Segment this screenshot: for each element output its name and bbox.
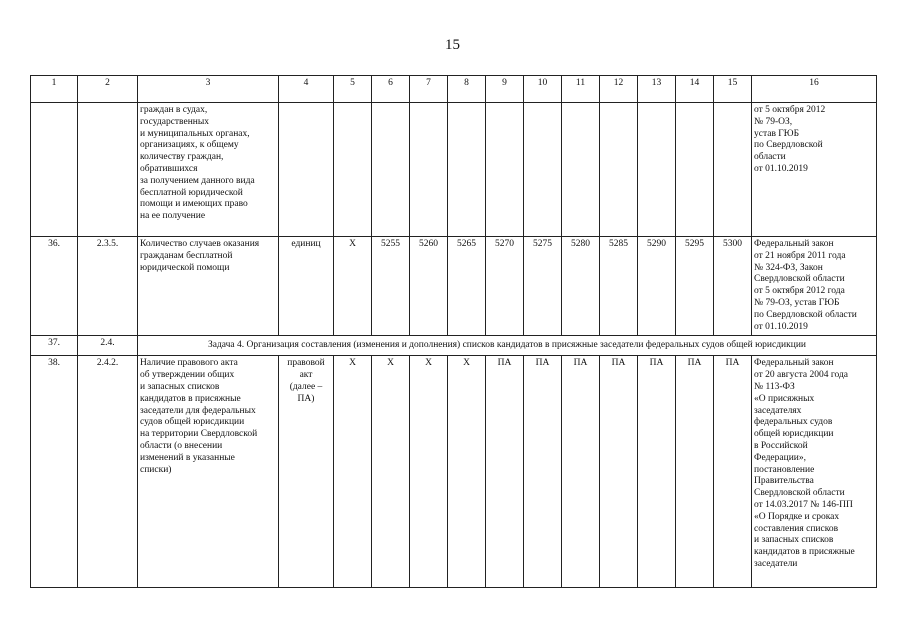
- unit: единиц: [279, 237, 334, 336]
- column-number: 7: [410, 76, 448, 103]
- unit: правовой акт (далее – ПА): [279, 356, 334, 588]
- row-code: 2.3.5.: [78, 237, 138, 336]
- value-cell: ПА: [638, 356, 676, 588]
- column-number: 3: [138, 76, 279, 103]
- column-number: 8: [448, 76, 486, 103]
- column-number: 4: [279, 76, 334, 103]
- table-row-37: [31, 336, 877, 356]
- value-cell: 5280: [562, 237, 600, 336]
- column-number: 11: [562, 76, 600, 103]
- value-cell: 5260: [410, 237, 448, 336]
- indicator-name: Наличие правового акта об утверждении общих и запасных списков кандидатов в присяжные заседатели для федеральных судов общей юрисдикции на территории Свердловской области (о внесении изменений в указанные списки): [138, 356, 279, 588]
- value-cell: 5275: [524, 237, 562, 336]
- value-cell: ПА: [676, 356, 714, 588]
- value-cell: X: [334, 237, 372, 336]
- column-number: 12: [600, 76, 638, 103]
- column-number: 13: [638, 76, 676, 103]
- value-cell: X: [372, 356, 410, 588]
- row-number: 38.: [31, 356, 78, 588]
- column-number: 10: [524, 76, 562, 103]
- column-number: 16: [752, 76, 877, 103]
- indicators-table: [30, 75, 877, 588]
- page-number: 15: [445, 37, 460, 53]
- value-cell: ПА: [562, 356, 600, 588]
- value-cell: 5300: [714, 237, 752, 336]
- row-code: 2.4.2.: [78, 356, 138, 588]
- value-cell: 5270: [486, 237, 524, 336]
- task-heading: Задача 4. Организация составления (изменения и дополнения) списков кандидатов в присяжные заседатели федеральных судов общей юрисдикции: [138, 336, 877, 356]
- row-number: 37.: [31, 336, 78, 356]
- column-number: 6: [372, 76, 410, 103]
- indicator-name: граждан в судах, государственных и муниципальных органах, организациях, к общему количеству граждан, обратившихся за получением данного вида бесплатной юридической помощи и имеющих право на ее получение: [138, 103, 279, 237]
- row-code: 2.4.: [78, 336, 138, 356]
- column-number-row: [31, 76, 877, 103]
- row-number: 36.: [31, 237, 78, 336]
- column-number: 14: [676, 76, 714, 103]
- value-cell: X: [410, 356, 448, 588]
- column-number: 1: [31, 76, 78, 103]
- value-cell: 5290: [638, 237, 676, 336]
- table-row-continued: [31, 103, 877, 237]
- column-number: 5: [334, 76, 372, 103]
- value-cell: ПА: [714, 356, 752, 588]
- legal-basis: от 5 октября 2012 № 79-ОЗ, устав ГЮБ по Свердловской области от 01.10.2019: [752, 103, 877, 237]
- legal-basis: Федеральный закон от 21 ноября 2011 года № 324-ФЗ, Закон Свердловской области от 5 октября 2012 года № 79-ОЗ, устав ГЮБ по Свердловской области от 01.10.2019: [752, 237, 877, 336]
- table-row-36: [31, 237, 877, 336]
- value-cell: 5295: [676, 237, 714, 336]
- value-cell: 5285: [600, 237, 638, 336]
- table-row-38: [31, 356, 877, 588]
- value-cell: 5265: [448, 237, 486, 336]
- value-cell: ПА: [600, 356, 638, 588]
- value-cell: ПА: [524, 356, 562, 588]
- value-cell: 5255: [372, 237, 410, 336]
- column-number: 9: [486, 76, 524, 103]
- value-cell: ПА: [486, 356, 524, 588]
- value-cell: X: [448, 356, 486, 588]
- column-number: 2: [78, 76, 138, 103]
- indicator-name: Количество случаев оказания гражданам бесплатной юридической помощи: [138, 237, 279, 336]
- value-cell: X: [334, 356, 372, 588]
- legal-basis: Федеральный закон от 20 августа 2004 года № 113-ФЗ «О присяжных заседателях федеральных судов общей юрисдикции в Российской Федерации», постановление Правительства Свердловской области от 14.03.2017 № 146-ПП «О Порядке и сроках составления списков и запасных списков кандидатов в присяжные заседатели: [752, 356, 877, 588]
- column-number: 15: [714, 76, 752, 103]
